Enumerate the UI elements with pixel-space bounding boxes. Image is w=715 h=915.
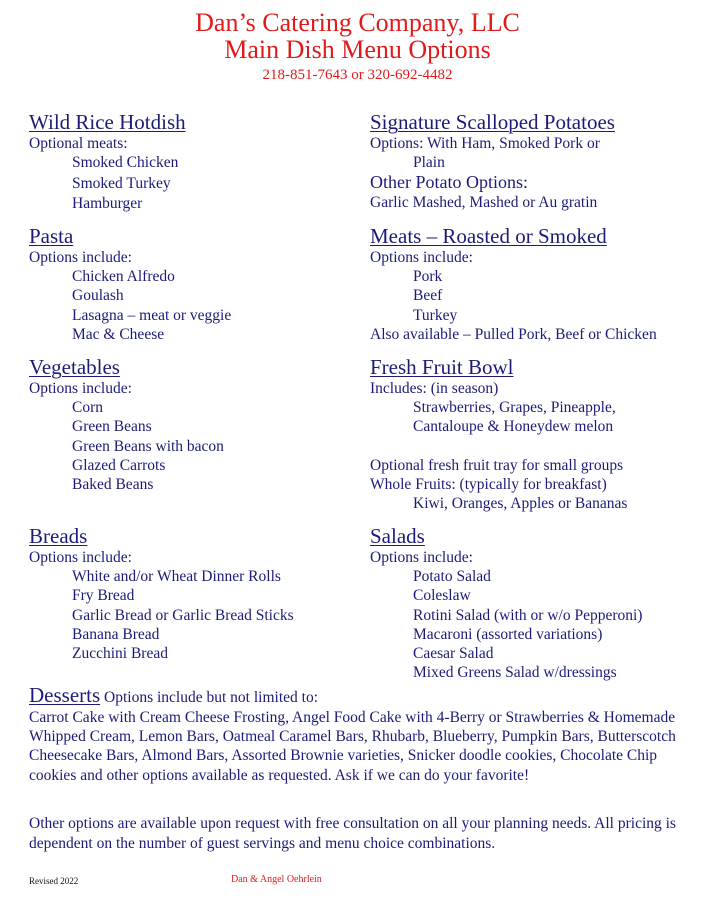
list-item: Beef xyxy=(413,287,443,305)
list-item: Glazed Carrots xyxy=(72,456,166,474)
section-title: Wild Rice Hotdish xyxy=(29,110,186,134)
list-item: Mac & Cheese xyxy=(72,325,165,343)
list-item: Smoked Chicken xyxy=(72,154,179,172)
list-item: Coleslaw xyxy=(413,587,471,605)
section-meats xyxy=(370,224,657,344)
list-item: Garlic Bread or Garlic Bread Sticks xyxy=(72,606,294,624)
section-title: Desserts xyxy=(29,683,101,707)
section-scalloped-potatoes xyxy=(370,110,615,213)
revised-date: Revised 2022 xyxy=(29,876,79,886)
list-item: Baked Beans xyxy=(72,476,154,494)
list-item: Chicken Alfredo xyxy=(72,268,175,286)
document-header xyxy=(0,10,715,85)
list-item: Green Beans xyxy=(72,418,152,436)
section-title: Pasta xyxy=(29,224,74,248)
list-item: Smoked Turkey xyxy=(72,175,171,193)
section-intro: Options include: xyxy=(370,249,473,266)
section-title: Vegetables xyxy=(29,355,120,379)
list-item: Lasagna – meat or veggie xyxy=(72,306,232,324)
list-item: Cantaloupe & Honeydew melon xyxy=(413,418,614,436)
list-item: Fry Bread xyxy=(72,587,135,605)
section-title: Signature Scalloped Potatoes xyxy=(370,110,615,134)
list-item: Pork xyxy=(413,268,443,286)
section-salads xyxy=(370,524,642,682)
list-item: Turkey xyxy=(413,306,458,324)
company-name: Dan’s Catering Company, LLC xyxy=(195,8,520,37)
whole-fruits-intro: Whole Fruits: (typically for breakfast) xyxy=(370,475,607,493)
section-vegetables xyxy=(29,355,224,494)
list-item: Macaroni (assorted variations) xyxy=(413,625,603,643)
list-item: Plain xyxy=(413,154,445,172)
list-item: Caesar Salad xyxy=(413,645,494,663)
list-item: Green Beans with bacon xyxy=(72,437,224,455)
list-item: Kiwi, Oranges, Apples or Bananas xyxy=(413,495,628,513)
section-pasta xyxy=(29,224,231,344)
section-intro: Includes: (in season) xyxy=(370,380,499,397)
sub-heading: Other Potato Options: xyxy=(370,172,528,193)
section-title: Meats – Roasted or Smoked xyxy=(370,224,607,248)
list-item: Corn xyxy=(72,399,103,417)
owners-names: Dan & Angel Oehrlein xyxy=(231,874,322,885)
section-intro: Options: With Ham, Smoked Pork or xyxy=(370,135,600,152)
section-title: Breads xyxy=(29,524,88,548)
section-wild-rice-hotdish xyxy=(29,110,186,213)
list-item: Potato Salad xyxy=(413,568,491,586)
section-title: Salads xyxy=(370,524,425,548)
fruit-tray-note: Optional fresh fruit tray for small groups xyxy=(370,456,624,474)
list-item: Goulash xyxy=(72,287,124,305)
list-item: White and/or Wheat Dinner Rolls xyxy=(72,568,281,586)
section-intro: Options include: xyxy=(29,249,132,266)
list-item: Mixed Greens Salad w/dressings xyxy=(413,664,617,682)
list-item: Rotini Salad (with or w/o Pepperoni) xyxy=(413,606,643,624)
desserts-list: Carrot Cake with Cream Cheese Frosting, Angel Food Cake with 4-Berry or Strawberries & Homemade Whipped Cream, Lemon Bars, Oatmeal Caramel Bars, Rhubarb, Blueberry, Pumpkin Bars, Butterscotch Cheesecake Bars, Almond Bars, Assorted Brownie varieties, Snicker doodle cookies, Chocolate Chip cookies and other options available as requested. Ask if we can do your favorite! xyxy=(29,709,676,784)
list-item: Zucchini Bread xyxy=(72,645,168,663)
list-item: Strawberries, Grapes, Pineapple, xyxy=(413,399,616,417)
section-title: Fresh Fruit Bowl xyxy=(370,355,514,379)
section-breads xyxy=(29,524,294,663)
section-intro: Options include: xyxy=(370,549,473,566)
section-fresh-fruit-bowl xyxy=(370,355,627,513)
section-intro: Optional meats: xyxy=(29,135,128,152)
list-item: Hamburger xyxy=(72,194,143,212)
section-desserts xyxy=(29,683,689,785)
section-intro: Options include: xyxy=(29,380,132,397)
section-intro: Options include: xyxy=(29,549,132,566)
closing-note: Other options are available upon request with free consultation on all your planning needs. All pricing is dependent on the number of guest servings and menu choice combinations. xyxy=(29,815,676,852)
also-available: Also available – Pulled Pork, Beef or Chicken xyxy=(370,325,657,343)
list-item: Banana Bread xyxy=(72,625,160,643)
list-item: Garlic Mashed, Mashed or Au gratin xyxy=(370,194,598,212)
phone-numbers: 218-851-7643 or 320-692-4482 xyxy=(262,67,453,83)
menu-title: Main Dish Menu Options xyxy=(224,35,491,64)
section-intro: Options include but not limited to: xyxy=(100,689,319,706)
